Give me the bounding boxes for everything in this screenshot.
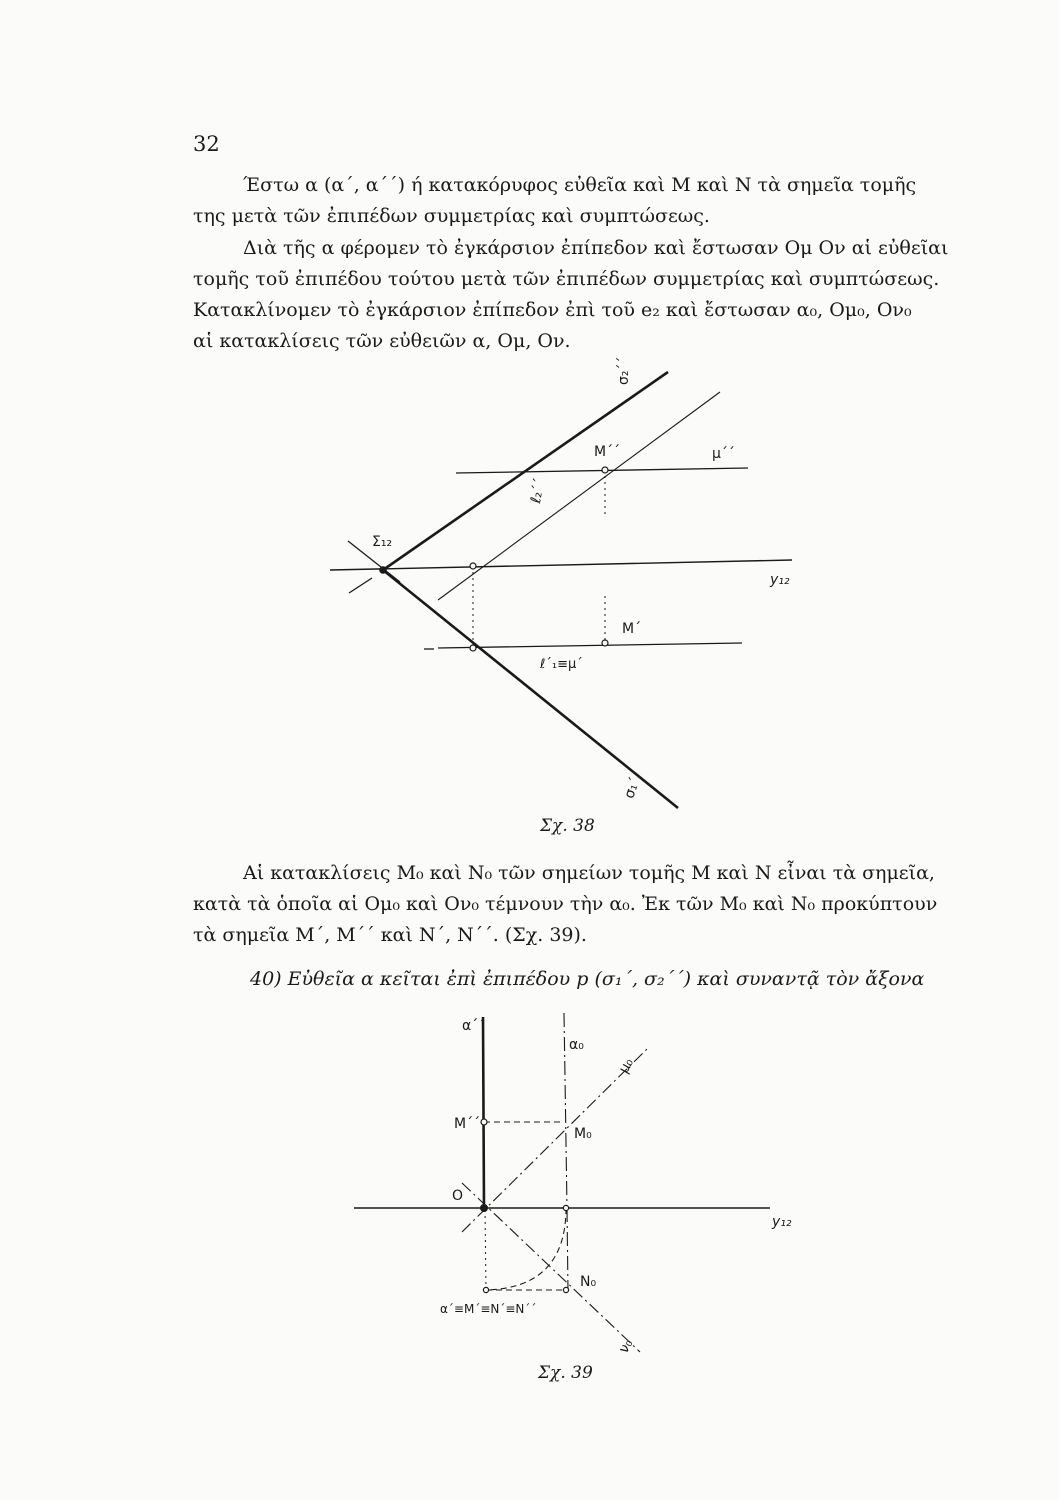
text-line: Κατακλίνομεν τὸ ἐγκάρσιον ἐπίπεδον ἐπὶ τοῦ e₂ καὶ ἔστωσαν α₀, Ομ₀, Ον₀ [193,299,912,321]
figure-38-caption: Σχ. 38 [540,816,595,836]
figure-39-caption: Σχ. 39 [538,1363,593,1383]
label-N0: Ν₀ [580,1274,597,1290]
label-O: Ο [452,1188,464,1204]
text-line: αἱ κατακλίσεις τῶν εὐθειῶν α, Ομ, Ον. [193,330,571,352]
a-double-prime-line [483,1017,484,1208]
label-sigma12: Σ₁₂ [372,534,393,550]
point-a0-axis [563,1205,568,1210]
label-y12: y₁₂ [770,572,790,588]
label-a0: α₀ [569,1037,584,1053]
point-N0 [563,1287,568,1292]
dotted-projection [485,1210,486,1290]
text-line: Αἱ κατακλίσεις Μ₀ καὶ Ν₀ τῶν σημείων τομῆς Μ καὶ Ν εἶναι τὰ σημεῖα, [243,862,935,884]
label-sigma1: σ₁΄ [621,775,644,801]
label-a-double-prime: α΄΄ [462,1018,486,1034]
label-l2: ℓ₂΄΄ [528,476,549,505]
label-mu-double-prime: μ΄΄ [712,446,735,462]
mu0-line [462,1048,648,1232]
label-sigma2: σ₂΄΄ [616,356,632,385]
text-line: Διὰ τῆς α φέρομεν τὸ ἐγκάρσιον ἐπίπεδον καὶ ἔστωσαν Ομ Ον αἱ εὐθεῖαι [243,237,949,259]
label-M-prime: Μ΄ [622,621,642,637]
text-line: Έστω α (α΄, α΄΄) ή κατακόρυφος εὐθεῖα καὶ Μ καὶ Ν τὰ σημεῖα τομῆς [243,174,917,196]
label-l1-mu: ℓ΄₁≡μ΄ [540,657,583,672]
text-line: τὰ σημεῖα Μ΄, Μ΄΄ καὶ Ν΄, Ν΄΄. (Σχ. 39). [193,924,587,946]
label-nu0: ν₀ [615,1336,637,1357]
text-line: τομῆς τοῦ ἐπιπέδου τούτου μετὰ τῶν ἐπιπέδων συμμετρίας καὶ συμπτώσεως. [193,268,940,290]
problem-40-heading: 40) Εὐθεῖα α κεῖται ἐπὶ ἐπιπέδου p (σ₁΄, σ₂΄΄) καὶ συναντᾷ τὸν ἄξονα [250,968,925,990]
a0-line [564,1013,567,1208]
text-line: της μετὰ τῶν ἐπιπέδων συμμετρίας καὶ συμπτώσεως. [193,205,710,227]
text-line: κατὰ τὰ ὁποῖα αἱ Ομ₀ καὶ Ον₀ τέμνουν τὴν α₀. Ἐκ τῶν Μ₀ καὶ Ν₀ προκύπτουν [193,893,938,915]
a0-line-lower [567,1208,568,1292]
point-M-double-prime [481,1119,487,1125]
label-M0: Μ₀ [574,1126,592,1142]
label-y12: y₁₂ [772,1214,792,1230]
label-M-double-prime: Μ΄΄ [454,1116,481,1132]
rotation-arc [486,1208,566,1290]
page-number: 32 [193,132,220,156]
label-M-double-prime: Μ΄΄ [594,444,621,460]
label-mu0: μ₀ [615,1055,637,1077]
point-combo [483,1287,488,1292]
point-O [481,1205,488,1212]
label-combo: α΄≡Μ΄≡Ν΄≡Ν΄΄ [440,1302,537,1316]
